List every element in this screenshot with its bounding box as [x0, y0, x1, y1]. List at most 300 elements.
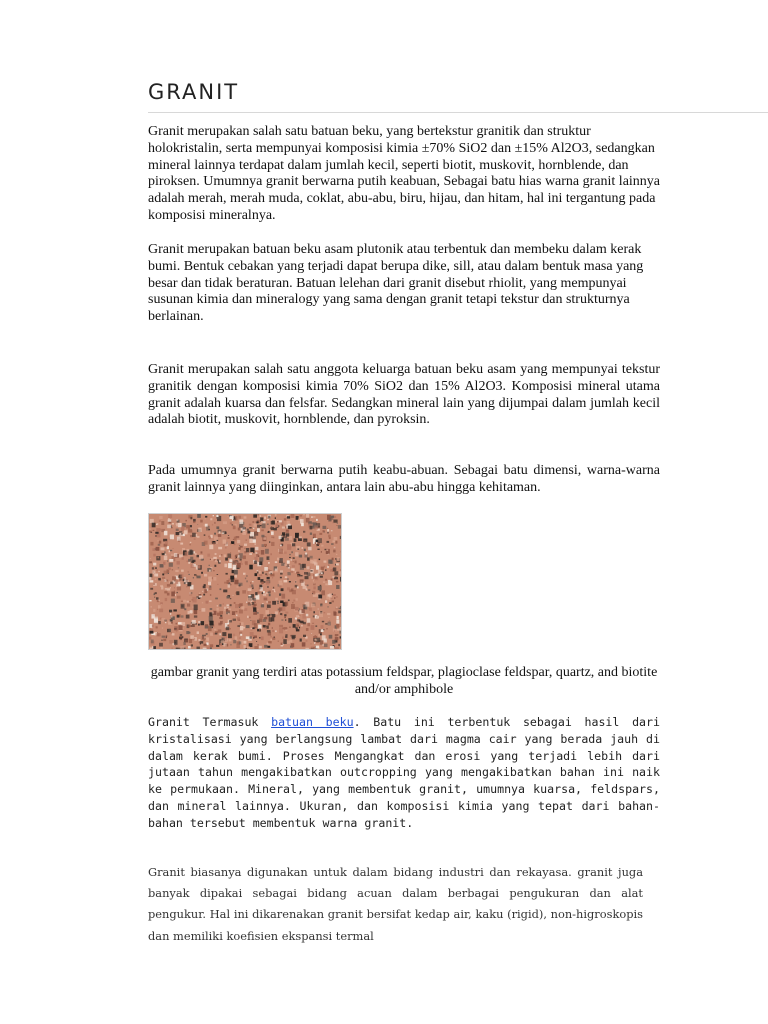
granite-speck	[291, 568, 294, 571]
granite-speck	[190, 601, 191, 602]
granite-speck	[269, 542, 270, 543]
granite-speck	[252, 627, 254, 629]
granite-speck	[273, 587, 274, 589]
granite-speck	[321, 551, 322, 553]
granite-speck	[203, 594, 205, 596]
granite-speck	[287, 560, 290, 563]
granite-speck	[218, 547, 222, 550]
granite-speck	[216, 526, 219, 529]
granite-speck	[308, 589, 310, 590]
granite-speck	[304, 540, 307, 542]
granite-speck	[186, 631, 189, 634]
granite-speck	[293, 557, 295, 558]
granite-speck	[232, 614, 234, 615]
granite-speck	[328, 565, 329, 566]
granite-speck	[195, 649, 197, 650]
granite-speck	[187, 604, 190, 607]
granite-speck	[272, 601, 276, 605]
granite-speck	[189, 544, 191, 545]
granite-speck	[149, 561, 152, 563]
granite-speck	[217, 605, 218, 606]
granite-speck	[201, 551, 203, 553]
granite-speck	[246, 575, 247, 577]
granite-speck	[306, 614, 309, 617]
granite-speck	[336, 596, 338, 598]
granite-speck	[202, 649, 203, 650]
granite-speck	[259, 588, 261, 590]
granite-speck	[158, 578, 161, 581]
granite-speck	[302, 609, 305, 613]
granite-speck	[172, 576, 176, 580]
granite-speck	[331, 598, 332, 599]
granite-speck	[272, 590, 274, 592]
granite-speck	[275, 514, 277, 515]
granite-speck	[327, 566, 329, 568]
granite-speck	[158, 605, 161, 608]
granite-speck	[289, 536, 292, 540]
granite-speck	[175, 645, 176, 646]
granite-speck	[227, 625, 229, 627]
granite-speck	[255, 573, 258, 576]
granite-speck	[181, 615, 184, 617]
granite-speck	[340, 638, 341, 639]
granite-speck	[297, 575, 299, 577]
granite-speck	[327, 606, 328, 607]
granite-speck	[303, 635, 306, 637]
granite-speck	[335, 647, 339, 650]
granite-speck	[230, 576, 234, 580]
granite-speck	[258, 577, 261, 580]
granite-speck	[223, 521, 227, 524]
granite-speck	[292, 543, 295, 546]
granite-speck	[247, 531, 250, 534]
granite-speck	[172, 569, 173, 570]
granite-speck	[229, 559, 232, 562]
granite-speck	[271, 542, 274, 546]
granite-speck	[188, 574, 189, 575]
granite-speck	[261, 582, 263, 584]
granite-speck	[167, 588, 170, 590]
batuan-beku-link[interactable]: batuan beku	[271, 715, 354, 729]
granite-speck	[261, 535, 264, 538]
granite-speck	[226, 573, 228, 575]
granite-speck	[311, 633, 312, 634]
granite-speck	[318, 634, 320, 636]
granite-speck	[324, 561, 327, 563]
granite-speck	[191, 592, 193, 594]
granite-speck	[280, 577, 282, 579]
granite-speck	[197, 524, 198, 525]
granite-speck	[249, 585, 251, 587]
granite-speck	[184, 608, 186, 610]
granite-speck	[182, 636, 183, 637]
granite-speck	[285, 634, 287, 635]
granite-speck	[197, 576, 201, 579]
granite-speck	[215, 633, 218, 635]
granite-speck	[241, 563, 243, 565]
granite-speck	[278, 641, 279, 642]
granite-speck	[338, 611, 341, 614]
granite-speck	[227, 607, 229, 608]
granite-speck	[215, 560, 218, 562]
paragraph-4: Pada umumnya granit berwarna putih keabu-abuan. Sebagai batu dimensi, warna-warna granit lainnya yang diinginkan, antara lain abu-abu hingga kehitaman.	[148, 463, 660, 495]
granite-speck	[194, 574, 197, 576]
granite-speck	[309, 608, 312, 611]
granite-speck	[325, 583, 328, 585]
granite-speck	[241, 622, 244, 625]
granite-speck	[239, 649, 241, 650]
granite-speck	[168, 568, 171, 571]
granite-speck	[201, 621, 205, 625]
granite-speck	[204, 535, 206, 536]
granite-speck	[325, 623, 327, 624]
granite-speck	[177, 592, 178, 593]
granite-speck	[261, 529, 264, 531]
granite-speck	[259, 557, 263, 561]
granite-speck	[247, 616, 249, 618]
granite-speck	[302, 547, 304, 549]
granite-speck	[297, 549, 299, 550]
granite-speck	[267, 605, 271, 608]
granite-speck	[151, 532, 153, 533]
granite-speck	[202, 591, 203, 592]
granite-speck	[255, 522, 256, 523]
granite-speck	[169, 629, 171, 632]
granite-speck	[187, 561, 189, 563]
granite-speck	[277, 602, 279, 604]
granite-speck	[332, 640, 335, 644]
granite-speck	[341, 610, 342, 612]
granite-speck	[250, 582, 252, 584]
granite-speck	[256, 521, 258, 523]
granite-speck	[340, 569, 342, 571]
granite-speck	[152, 593, 153, 594]
granite-speck	[224, 610, 226, 612]
granite-speck	[267, 630, 271, 633]
granite-speck	[164, 556, 168, 560]
granite-speck	[249, 617, 251, 619]
granite-speck	[290, 546, 292, 548]
granite-speck	[310, 570, 312, 571]
granite-speck	[259, 574, 262, 576]
granite-speck	[273, 537, 275, 539]
granite-speck	[204, 584, 206, 586]
granite-speck	[257, 591, 260, 593]
granite-speck	[149, 577, 151, 580]
granite-speck	[203, 586, 206, 589]
granite-speck	[291, 551, 293, 553]
granite-speck	[232, 525, 233, 526]
granite-speck	[318, 608, 319, 609]
title-divider	[148, 112, 768, 113]
granite-speck	[209, 537, 211, 539]
granite-speck	[176, 519, 178, 521]
granite-speck	[153, 609, 155, 612]
granite-speck	[247, 647, 250, 649]
granite-speck	[204, 525, 205, 526]
granite-speck	[254, 543, 256, 545]
granite-speck	[217, 584, 218, 585]
granite-speck	[193, 577, 194, 579]
granite-speck	[338, 644, 340, 646]
granite-speck	[159, 541, 162, 544]
granite-speck	[197, 514, 201, 518]
granite-speck	[267, 524, 269, 525]
granite-speck	[325, 549, 327, 550]
granite-speck	[246, 539, 248, 541]
granite-speck	[205, 524, 208, 527]
granite-speck	[263, 616, 264, 617]
granite-speck	[253, 637, 254, 639]
granite-speck	[319, 533, 322, 535]
granite-speck	[159, 609, 163, 613]
granite-speck	[257, 612, 259, 614]
granite-speck	[224, 554, 226, 557]
granite-speck	[178, 567, 180, 568]
granite-speck	[298, 538, 302, 541]
granite-speck	[150, 558, 151, 559]
granite-speck	[324, 639, 327, 643]
granite-speck	[231, 584, 232, 585]
granite-speck	[333, 594, 336, 596]
granite-speck	[181, 570, 184, 572]
granite-speck	[150, 606, 152, 608]
granite-speck	[332, 601, 334, 603]
granite-speck	[279, 549, 283, 554]
granite-speck	[260, 525, 262, 526]
granite-speck	[299, 555, 302, 558]
granite-speck	[233, 619, 236, 621]
granite-speck	[282, 594, 286, 599]
granite-speck	[268, 646, 271, 648]
granite-speck	[160, 647, 162, 650]
granite-speck	[224, 564, 227, 568]
granite-speck	[171, 622, 173, 624]
granite-speck	[229, 628, 231, 630]
granite-speck	[329, 620, 330, 621]
granite-speck	[296, 624, 299, 628]
granite-speck	[339, 571, 342, 574]
paragraph-2: Granit merupakan batuan beku asam plutonik atau terbentuk dan membeku dalam kerak bumi. Bentuk cebakan yang terjadi dapat berupa dike, sill, atau dalam bentuk masa yang besar dan tidak beraturan. Batuan lelehan dari granit disebut rhiolit, yang mempunyai susunan kimia dan mineralogy yang sama dengan granit tetapi tekstur dan strukturnya berlainan.	[148, 242, 644, 325]
granite-speck	[164, 554, 166, 555]
granite-speck	[216, 515, 218, 517]
granite-speck	[320, 576, 323, 578]
granite-speck	[328, 535, 331, 538]
granite-speck	[257, 528, 260, 532]
granite-speck	[224, 636, 227, 641]
granite-speck	[267, 577, 270, 579]
granite-speck	[165, 598, 167, 601]
granite-speck	[192, 620, 196, 624]
granite-speck	[227, 516, 228, 517]
granite-speck	[335, 576, 336, 577]
granite-speck	[315, 539, 316, 540]
granite-speck	[213, 542, 215, 544]
granite-speck	[153, 563, 156, 566]
granite-speck	[284, 564, 287, 566]
granite-speck	[156, 524, 157, 525]
granite-speck	[202, 635, 204, 636]
granite-speck	[295, 585, 298, 588]
granite-speck	[275, 561, 278, 563]
granite-speck	[235, 611, 237, 613]
granite-speck	[258, 625, 262, 630]
granite-speck	[152, 523, 156, 528]
granite-speck	[160, 564, 164, 567]
granite-speck	[329, 602, 331, 603]
granite-speck	[233, 634, 235, 637]
granite-speck	[280, 573, 283, 575]
granite-speck	[262, 603, 264, 604]
granite-speck	[310, 644, 311, 645]
granite-speck	[291, 588, 294, 591]
granite-speck	[284, 617, 286, 619]
granite-speck	[197, 631, 199, 634]
granite-speck	[206, 601, 209, 604]
granite-speck	[253, 514, 257, 517]
granite-speck	[310, 560, 313, 564]
granite-speck	[163, 562, 165, 565]
granite-speck	[328, 617, 329, 618]
granite-speck	[257, 644, 258, 645]
granite-speck	[217, 540, 219, 541]
granite-speck	[227, 554, 231, 558]
granite-speck	[244, 544, 247, 547]
granite-speck	[318, 538, 322, 543]
granite-speck	[173, 609, 177, 611]
granite-speck	[287, 578, 289, 580]
granite-speck	[259, 646, 262, 649]
granite-speck	[230, 644, 231, 645]
granite-speck	[210, 647, 212, 649]
granite-speck	[288, 524, 291, 526]
granite-speck	[219, 560, 221, 562]
granite-speck	[167, 593, 170, 596]
granite-speck	[219, 617, 222, 619]
granite-speck	[206, 637, 209, 641]
granite-speck	[202, 602, 203, 603]
granite-speck	[324, 531, 325, 532]
granite-speck	[163, 639, 166, 641]
granite-speck	[210, 559, 211, 561]
granite-speck	[241, 606, 244, 609]
granite-speck	[197, 647, 200, 650]
granite-speck	[316, 546, 317, 547]
granite-speck	[238, 555, 240, 558]
granite-speck	[176, 523, 180, 526]
granite-speck	[337, 616, 339, 619]
granite-speck	[234, 602, 236, 604]
granite-speck	[304, 549, 306, 551]
granite-speck	[214, 522, 215, 524]
granite-speck	[216, 541, 218, 543]
granite-speck	[293, 607, 295, 609]
granite-speck	[289, 565, 290, 566]
granite-speck	[299, 608, 300, 609]
granite-speck	[164, 620, 167, 622]
granite-speck	[204, 644, 207, 646]
granite-speck	[176, 648, 179, 650]
granite-speck	[268, 516, 270, 519]
granite-speck	[220, 588, 222, 590]
granite-speck	[250, 603, 252, 604]
granite-speck	[256, 641, 257, 642]
granite-speck	[167, 584, 171, 587]
granite-speck	[237, 617, 240, 620]
granite-speck	[209, 587, 212, 590]
granite-speck	[245, 561, 248, 565]
granite-speck	[292, 635, 296, 638]
granite-speck	[242, 532, 246, 535]
granite-speck	[188, 562, 190, 564]
granite-speck	[296, 615, 299, 618]
granite-speck	[246, 649, 250, 650]
granite-speck	[185, 520, 187, 522]
granite-speck	[155, 532, 158, 534]
granite-speck	[264, 645, 267, 648]
granite-speck	[282, 637, 284, 639]
granite-speck	[188, 572, 189, 573]
granite-speck	[275, 517, 276, 519]
granite-speck	[330, 560, 333, 564]
granite-speck	[286, 641, 290, 644]
granite-speck	[334, 597, 335, 599]
granite-speck	[280, 570, 283, 573]
granite-speck	[153, 530, 155, 531]
granite-speck	[272, 630, 274, 632]
granite-speck	[329, 598, 331, 599]
granite-speck	[254, 524, 257, 527]
granite-speck	[306, 588, 308, 590]
granite-speck	[263, 537, 266, 540]
granite-speck	[239, 520, 243, 524]
granite-speck	[216, 608, 218, 611]
granite-speck	[176, 631, 178, 632]
granite-speck	[172, 548, 174, 549]
granite-speck	[176, 529, 179, 531]
granite-speck	[270, 527, 274, 530]
granite-speck	[159, 516, 162, 519]
granite-speck	[161, 586, 163, 589]
granite-speck	[264, 567, 268, 571]
granite-speck	[314, 525, 318, 529]
granite-speck	[172, 633, 175, 635]
granite-speck	[180, 636, 183, 638]
last-paragraph: Granit biasanya digunakan untuk dalam bidang industri dan rekayasa. granit juga banyak dipakai sebagai bidang acuan dalam berbagai pengukuran dan alat pengukur. Hal ini dikarenakan granit bersifat kedap air, kaku (rigid), non-higroskopis dan memiliki koefisien ekspansi termal	[148, 865, 643, 943]
granite-speck	[284, 580, 288, 582]
granite-speck	[277, 601, 279, 602]
granite-speck	[291, 559, 292, 561]
granite-speck	[209, 565, 211, 566]
granite-speck	[177, 586, 181, 590]
granite-speck	[237, 563, 241, 568]
granite-speck	[174, 640, 178, 645]
granite-speck	[225, 547, 227, 549]
granite-speck	[220, 621, 223, 624]
granite-speck	[267, 531, 269, 533]
granite-speck	[279, 585, 281, 588]
granite-speck	[234, 537, 237, 541]
granite-speck	[266, 592, 268, 594]
granite-speck	[341, 574, 342, 576]
granite-speck	[263, 625, 266, 628]
granite-speck	[230, 516, 234, 519]
granite-speck	[264, 598, 268, 601]
granite-speck	[223, 540, 227, 544]
granite-speck	[180, 646, 184, 650]
granite-speck	[247, 529, 249, 531]
granite-speck	[340, 577, 342, 582]
